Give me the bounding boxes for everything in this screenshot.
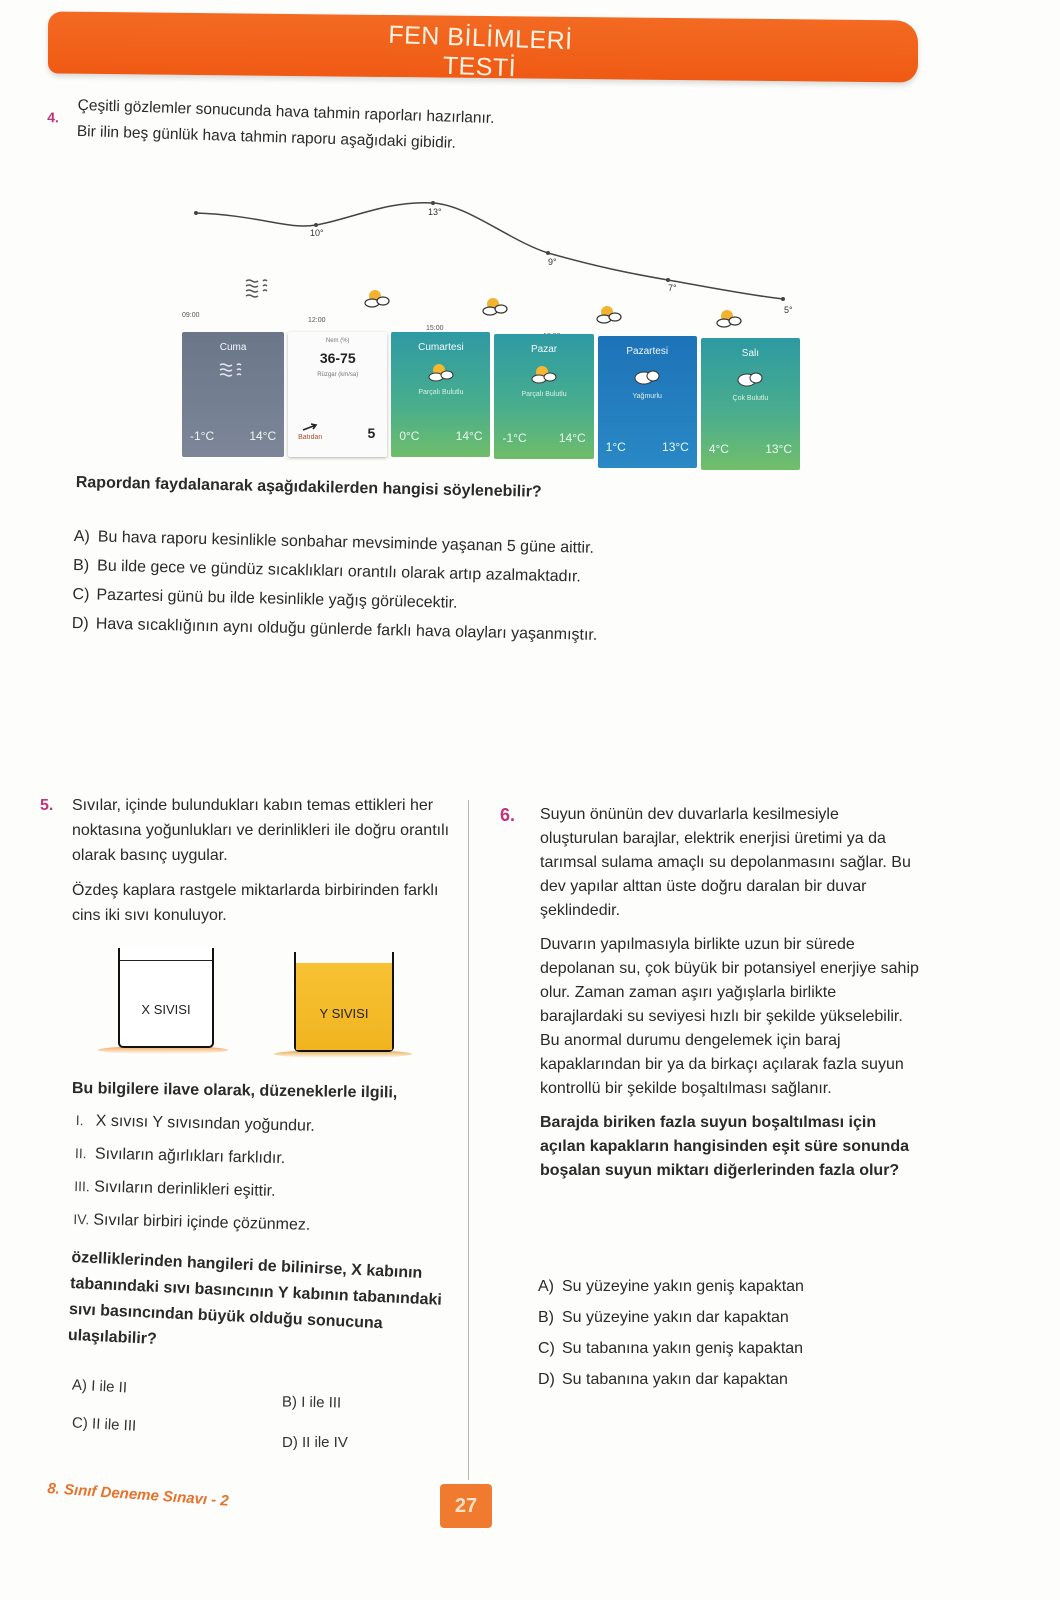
option-letter: B) <box>281 1393 298 1411</box>
temp-range <box>502 431 585 445</box>
paragraph: Özdeş kaplara rastgele miktarlarda birbirinden farklı cins iki sıvı konuluyor. <box>72 882 439 924</box>
weather-forecast-widget <box>178 195 803 475</box>
low-temp: -1°C <box>502 431 527 445</box>
condition: Çok Bulutlu <box>732 395 769 402</box>
intro-line: Çeşitli gözlemler sonucunda hava tahmin raporları hazırlanır. <box>77 96 495 128</box>
liquid-surface <box>120 960 212 961</box>
question-5-intro <box>40 793 460 928</box>
wind-arrow-icon <box>302 423 318 431</box>
temperature-line <box>196 203 783 299</box>
statement-text: X sıvısı Y sıvısından yoğundur. <box>95 1112 316 1135</box>
condition: Parçalı Bulutlu <box>521 391 567 398</box>
paragraph: Duvarın yapılmasıyla birlikte uzun bir sürede depolanan su, çok büyük bir potansiyel enerjiye sahip olur. Zaman zaman aşırı yağışlarla birlikte barajlardaki su seviyesi hızlı bir şekilde yükselebilir. Bu anormal durumu dengelemek için baraj kapaklarından bir ya da birkaçı açılarak fazla suyun kontrollü bir şekilde boşaltılması sağlanır. <box>540 936 919 1097</box>
option-text: II ile III <box>91 1415 137 1435</box>
temp-label: 13° <box>428 207 442 217</box>
option-letter: A) <box>538 1278 554 1295</box>
beaker-label: X SIVISI <box>141 1002 191 1017</box>
cloud-icon <box>631 365 663 387</box>
option-text: Hava sıcaklığının aynı olduğu günlerde farklı hava olayları yaşanmıştır. <box>95 615 598 644</box>
question-number: 5. <box>40 797 54 814</box>
answer-option[interactable] <box>72 1377 128 1397</box>
daily-forecast-cards <box>182 332 800 467</box>
option-text: Su yüzeyine yakın geniş kapaktan <box>562 1278 804 1295</box>
temp-point <box>194 211 198 215</box>
cloud-icon <box>734 367 766 389</box>
high-temp: 13°C <box>765 442 792 456</box>
statement-text: Sıvılar birbiri içinde çözünmez. <box>93 1211 311 1234</box>
question-6 <box>500 803 920 1183</box>
question-5-question: özelliklerinden hangileri de bilinirse, X kabının tabanındaki sıvı basıncının Y kabının tabanındaki sıvı basıncından büyük olduğu sonucuna ulaşılabilir? <box>67 1248 443 1348</box>
temp-label: 7° <box>668 283 677 293</box>
question-number: 4. <box>47 108 60 126</box>
paragraph: Sıvılar, içinde bulundukları kabın temas ettikleri her noktasına yoğunlukları ve derinlikleri ile doğru orantılı olarak basınç uygular. <box>72 797 450 864</box>
answer-option[interactable] <box>282 1393 341 1411</box>
temp-point <box>781 297 785 301</box>
low-temp: -1°C <box>190 429 215 443</box>
high-temp: 14°C <box>558 431 586 445</box>
paragraph: Suyun önünün dev duvarlarla kesilmesiyle oluşturulan barajlar, elektrik enerjisi üretimi ya da tarımsal sulama amaçlı su depolanmasını sağlar. Bu dev yapılar alttan üste doğru daralan bir duvar şeklindedir. <box>540 806 911 919</box>
statement-text: Sıvıların ağırlıkları farklıdır. <box>94 1145 286 1168</box>
wind-direction: Batıdan <box>298 434 323 441</box>
answer-option[interactable] <box>538 1340 918 1371</box>
temp-point <box>314 223 318 227</box>
beaker-y <box>294 952 394 1052</box>
time-label: 12:00 <box>308 317 326 324</box>
day-name: Salı <box>741 348 760 359</box>
option-text: I ile II <box>90 1377 128 1397</box>
question-4-prompt: Rapordan faydalanarak aşağıdakilerden hangisi söylenebilir? <box>75 474 542 501</box>
option-letter: C) <box>71 1414 89 1433</box>
option-text: Pazartesi günü bu ilde kesinlikle yağış görülecektir. <box>96 586 458 612</box>
high-temp: 14°C <box>249 429 277 443</box>
footer-title: 8. Sınıf Deneme Sınavı - 2 <box>46 1480 230 1510</box>
partly-cloudy-icon <box>528 363 560 385</box>
high-temp: 14°C <box>455 429 483 443</box>
temp-range <box>399 429 482 443</box>
option-text: I ile III <box>301 1393 342 1412</box>
answer-option[interactable] <box>538 1309 918 1340</box>
today-card <box>182 332 284 457</box>
fog-icon <box>217 361 249 383</box>
time-label: 09:00 <box>182 312 200 319</box>
numeral: III. <box>73 1177 90 1195</box>
condition: Parçalı Bulutlu <box>418 389 464 396</box>
partly-cloudy-icon <box>714 307 744 329</box>
temp-range <box>190 429 276 443</box>
option-letter: B) <box>538 1309 554 1326</box>
time-label: 15:00 <box>426 325 444 332</box>
answer-option[interactable] <box>282 1434 348 1451</box>
option-letter: C) <box>72 585 90 604</box>
low-temp: 4°C <box>708 442 729 456</box>
answer-option[interactable] <box>538 1278 918 1309</box>
page-title: FEN BİLİMLERİ TESTİ <box>387 20 574 83</box>
temp-point <box>431 201 435 205</box>
temp-label: 10° <box>310 228 324 238</box>
question-4-intro <box>46 94 607 160</box>
option-letter: D) <box>282 1434 298 1451</box>
option-letter: B) <box>72 556 90 575</box>
option-letter: A) <box>71 1376 88 1395</box>
beaker-label: Y SIVISI <box>319 1006 369 1021</box>
low-temp: 0°C <box>399 429 420 443</box>
humidity-label: Nem (%) <box>325 338 350 344</box>
high-temp: 13°C <box>662 440 689 454</box>
column-divider <box>468 800 469 1480</box>
question-6-options <box>538 1278 918 1402</box>
wind-speed: 5 <box>367 425 376 441</box>
numeral: II. <box>74 1144 87 1162</box>
day-card <box>494 334 593 459</box>
temp-point <box>546 251 550 255</box>
day-card <box>598 336 697 468</box>
partly-cloudy-icon <box>362 287 392 309</box>
partly-cloudy-icon <box>425 361 457 383</box>
statement-text: Sıvıların derinlikleri eşittir. <box>93 1178 276 1200</box>
question-number: 6. <box>500 805 516 825</box>
option-letter: A) <box>73 528 90 546</box>
partly-cloudy-icon <box>594 303 624 325</box>
option-text: Su tabanına yakın geniş kapaktan <box>562 1340 804 1357</box>
temp-label: 5° <box>784 305 793 315</box>
condition: Yağmurlu <box>632 393 662 400</box>
option-letter: C) <box>538 1340 555 1357</box>
option-letter: D) <box>71 614 89 633</box>
option-text: II ile IV <box>302 1434 348 1451</box>
low-temp: 1°C <box>605 440 626 454</box>
page-number: 27 <box>440 1484 492 1528</box>
question-5-prompt: Bu bilgilere ilave olarak, düzeneklerle ilgili, <box>71 1080 398 1102</box>
temp-point <box>666 278 670 282</box>
day-card <box>701 338 800 470</box>
temp-range <box>606 440 689 454</box>
day-name: Pazartesi <box>626 346 669 357</box>
option-text: Bu ilde gece ve gündüz sıcaklıkları orantılı olarak artıp azalmaktadır. <box>96 557 582 586</box>
option-text: Su yüzeyine yakın dar kapaktan <box>562 1309 789 1326</box>
day-name: Cumartesi <box>418 342 464 353</box>
numeral: I. <box>75 1112 84 1129</box>
option-text: Su tabanına yakın dar kapaktan <box>562 1371 788 1388</box>
humidity-value: 36-75 <box>319 350 356 366</box>
answer-option[interactable] <box>72 1414 137 1434</box>
question-6-question: Barajda biriken fazla suyun boşaltılması için açılan kapakların hangisinden eşit süre sonunda boşalan suyun miktarı diğerlerinden fazla olur? <box>540 1114 909 1179</box>
option-text: Bu hava raporu kesinlikle sonbahar mevsiminde yaşanan 5 güne aittir. <box>97 528 595 557</box>
question-4-options <box>71 528 693 658</box>
wind-label: Rüzgar (km/sa) <box>317 372 359 378</box>
answer-option[interactable] <box>538 1371 918 1402</box>
day-name: Pazar <box>531 344 558 355</box>
intro-line: Bir ilin beş günlük hava tahmin raporu aşağıdaki gibidir. <box>76 122 457 152</box>
day-card <box>391 332 490 457</box>
numeral: IV. <box>73 1210 90 1228</box>
day-name: Cuma <box>219 342 247 353</box>
fog-icon <box>244 277 274 299</box>
temp-label: 9° <box>548 257 557 267</box>
temp-range <box>709 442 792 456</box>
option-letter: D) <box>538 1371 555 1388</box>
partly-cloudy-icon <box>480 295 510 317</box>
today-detail-card <box>288 332 387 457</box>
wind-row <box>298 423 375 441</box>
beaker-x <box>118 948 214 1048</box>
statement-list <box>73 1112 456 1253</box>
